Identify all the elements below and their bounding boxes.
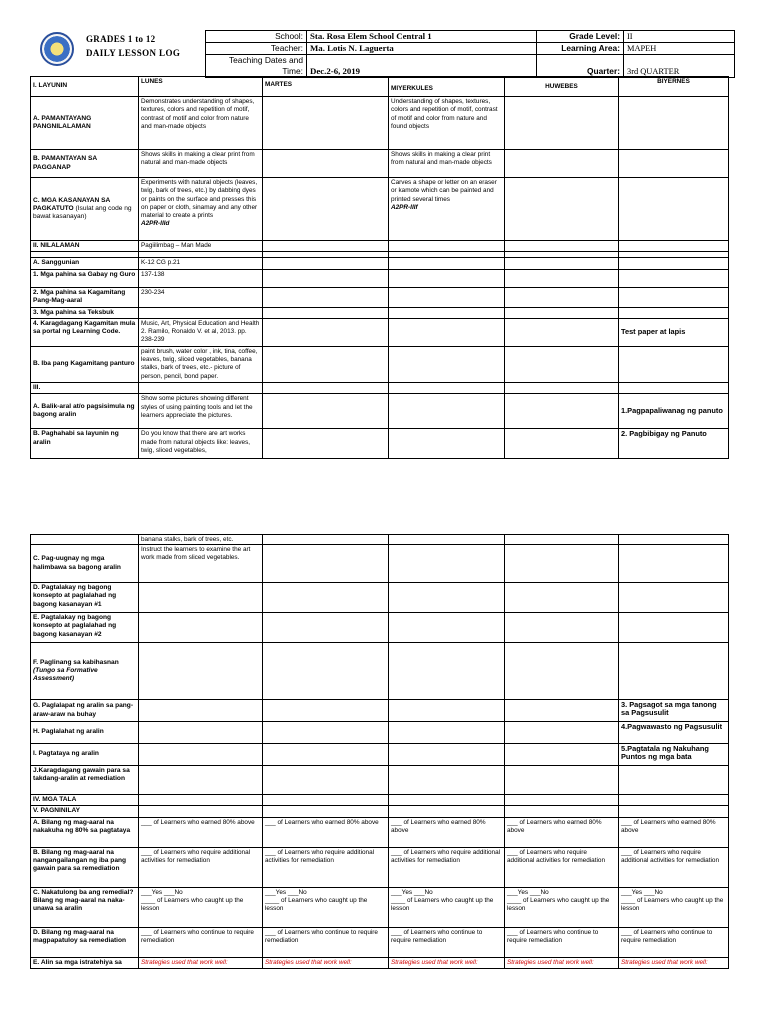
reflection-e-label: E. Alin sa mga istratehiya sa <box>31 957 139 968</box>
cell-empty <box>619 307 729 318</box>
page-two <box>0 528 768 1024</box>
reflection-c-fri: ___Yes ___No ____ of Learners who caught up the lesson <box>619 887 729 927</box>
reflection-e-tue: Strategies used that work well: <box>263 957 389 968</box>
reflection-a-tue: ___ of Learners who earned 80% above <box>263 817 389 847</box>
reflection-b-wed: ___ of Learners who require additional activities for remediation <box>389 847 505 887</box>
cell-empty <box>505 613 619 643</box>
cell-empty <box>505 545 619 583</box>
cell-empty <box>263 394 389 429</box>
reflection-b-thu: ___ of Learners who require additional activities for remediation <box>505 847 619 887</box>
paglalahat-label: H. Paglalahat ng aralin <box>31 722 139 744</box>
pagtalakay-2-label: E. Pagtalakay ng bagong konsepto at paglalahad ng bagong kasanayan #2 <box>31 613 139 643</box>
cell-empty <box>389 318 505 346</box>
cell-empty <box>389 394 505 429</box>
pamantayang-pangnilalaman-label: A. PAMANTAYANG PANGNILALAMAN <box>31 97 139 150</box>
cell-empty <box>505 722 619 744</box>
cell-empty <box>505 241 619 252</box>
grade-title: GRADES 1 to 12 <box>86 34 156 44</box>
cell-empty <box>389 643 505 700</box>
cell-empty <box>619 806 729 817</box>
cell-empty <box>505 700 619 722</box>
gabay-ng-guro-label: 1. Mga pahina sa Gabay ng Guro <box>31 269 139 287</box>
school-value: Sta. Rosa Elem School Central 1 <box>307 31 537 43</box>
paglalahat-fri: 4.Pagwawasto ng Pagsusulit <box>619 722 729 744</box>
reflection-b-tue: ___ of Learners who require additional activities for remediation <box>263 847 389 887</box>
cell-empty <box>619 269 729 287</box>
cell-empty <box>263 150 389 178</box>
cell-empty <box>139 766 263 795</box>
cell-empty <box>389 545 505 583</box>
cell-empty <box>505 97 619 150</box>
cell-empty <box>389 583 505 613</box>
paglalapat-fri: 3. Pagsagot sa mga tanong sa Pagsusulit <box>619 700 729 722</box>
day-header-wed: MIYERKULES <box>389 77 505 97</box>
day-header-thu: HUWEBES <box>505 77 619 97</box>
pagtataya-fri: 5.Pagtatala ng Nakuhang Puntos ng mga bata <box>619 744 729 766</box>
reflection-b-label: B. Bilang ng mag-aaral na nangangailangan ng iba pang gawain para sa remediation <box>31 847 139 887</box>
learning-area-value: MAPEH <box>624 43 735 55</box>
cell-empty <box>619 613 729 643</box>
nilalaman-label: II. NILALAMAN <box>31 241 139 252</box>
reflection-e-thu: Strategies used that work well: <box>505 957 619 968</box>
teaching-dates-value: Dec.2-6, 2019 <box>307 55 537 78</box>
pamantayan-sa-pagganap-mon: Shows skills in making a clear print from natural and man-made objects <box>139 150 263 178</box>
cell-empty <box>619 178 729 241</box>
learning-area-label: Learning Area: <box>537 43 624 55</box>
cell-empty <box>505 744 619 766</box>
pamantayan-sa-pagganap-label: B. PAMANTAYAN SA PAGGANAP <box>31 150 139 178</box>
pag-uugnay-label: C. Pag-uugnay ng mga halimbawa sa bagong aralin <box>31 545 139 583</box>
cell-empty <box>139 700 263 722</box>
cell-empty <box>389 722 505 744</box>
kasanayan-label-note: (Isulat ang code ng bawat kasanayan) <box>33 204 132 221</box>
kasanayan-wed <box>389 178 505 241</box>
mga-tala-heading: IV. MGA TALA <box>31 795 139 806</box>
cell-empty <box>389 535 505 545</box>
cell-empty <box>263 744 389 766</box>
cell-empty <box>505 346 619 382</box>
cell-empty <box>263 535 389 545</box>
cell-empty <box>619 535 729 545</box>
cell-empty <box>139 613 263 643</box>
kasanayan-mon-text: Experiments with natural objects (leaves, twig, bark of trees, etc.) by dabbing dyes or paints on the surface and presses this on paper or cloth, sinamay and any other material to create a prints <box>141 179 258 220</box>
sanggunian-mon: K-12 CG p.21 <box>139 258 263 269</box>
school-label: School: <box>206 31 307 43</box>
cell-empty <box>619 766 729 795</box>
reflection-d-fri: ___ of Learners who continue to require remediation <box>619 927 729 957</box>
reflection-d-thu: ___ of Learners who continue to require remediation <box>505 927 619 957</box>
pag-uugnay-mon: Instruct the learners to examine the art work made from sliced vegetables. <box>139 545 263 583</box>
kagamitang-pang-mag-aaral-mon: 230-234 <box>139 287 263 307</box>
reflection-a-label: A. Bilang ng mag-aaral na nakakuha ng 80% sa pagtataya <box>31 817 139 847</box>
reflection-c-wed: ___Yes ___No ____ of Learners who caught up the lesson <box>389 887 505 927</box>
cell-empty <box>389 806 505 817</box>
reflection-c-label: C. Nakatulong ba ang remedial? Bilang ng mag-aaral na naka-unawa sa aralin <box>31 887 139 927</box>
cell-empty <box>505 150 619 178</box>
cell-empty <box>505 806 619 817</box>
cell-empty <box>619 97 729 150</box>
day-header-tue: MARTES <box>263 77 389 97</box>
cell-empty <box>263 346 389 382</box>
cell-empty <box>389 287 505 307</box>
cell-empty <box>31 535 139 545</box>
cell-empty <box>139 795 263 806</box>
cell-empty <box>505 643 619 700</box>
cell-empty <box>389 269 505 287</box>
pamantayang-pangnilalaman-mon: Demonstrates understanding of shapes, textures, colors and repetition of motif, contrast of motif and color from nature and man-made objects <box>139 97 263 150</box>
cell-empty <box>389 346 505 382</box>
paghahabi-mon: Do you know that there are art works made from natural objects like: leaves, twig, sliced vegetables, <box>139 429 263 459</box>
cell-empty <box>263 795 389 806</box>
cell-empty <box>139 307 263 318</box>
lesson-grid-page-two <box>30 534 729 969</box>
reflection-c-thu: ___Yes ___No ____ of Learners who caught up the lesson <box>505 887 619 927</box>
kasanayan-wed-code: A2PR-IIIf <box>391 203 418 211</box>
cell-empty <box>263 383 389 394</box>
quarter-value: 3rd QUARTER <box>624 55 735 78</box>
cell-empty <box>263 97 389 150</box>
day-header-fri: BIYERNES <box>619 77 729 97</box>
cell-empty <box>389 429 505 459</box>
teksbuk-label: 3. Mga pahina sa Teksbuk <box>31 307 139 318</box>
cell-empty <box>263 241 389 252</box>
reflection-b-fri: ___ of Learners who require additional activities for remediation <box>619 847 729 887</box>
karagdagang-gawain-label: J.Karagdagang gawain para sa takdang-aralin at remediation <box>31 766 139 795</box>
cell-empty <box>619 643 729 700</box>
cell-empty <box>619 241 729 252</box>
cell-empty <box>263 583 389 613</box>
nilalaman-mon: Pagiilimbag – Man Made <box>139 241 263 252</box>
cell-empty <box>389 307 505 318</box>
cell-empty <box>139 643 263 700</box>
teaching-dates-label: Teaching Dates and Time: <box>206 55 307 78</box>
cell-empty <box>505 535 619 545</box>
reflection-d-wed: ___ of Learners who continue to require remediation <box>389 927 505 957</box>
cell-empty <box>619 383 729 394</box>
cell-empty <box>619 583 729 613</box>
iba-pang-kagamitan-mon: paint brush, water color , ink, tina, coffee, leaves, twig, sliced vegetables, banana stalks, bark of trees, etc.- picture of person, pencil, bond paper. <box>139 346 263 382</box>
reflection-a-thu: ___ of Learners who earned 80% above <box>505 817 619 847</box>
cell-empty <box>389 744 505 766</box>
reflection-a-wed: ___ of Learners who earned 80% above <box>389 817 505 847</box>
cell-empty <box>505 766 619 795</box>
cell-empty <box>619 545 729 583</box>
reflection-e-fri: Strategies used that work well: <box>619 957 729 968</box>
cell-empty <box>505 583 619 613</box>
cell-empty <box>389 766 505 795</box>
cell-empty <box>139 383 263 394</box>
kasanayan-label-main: C. MGA KASANAYAN SA PAGKATUTO <box>33 196 111 212</box>
cell-empty <box>263 613 389 643</box>
cell-empty <box>619 795 729 806</box>
cell-empty <box>619 150 729 178</box>
cell-empty <box>505 287 619 307</box>
cell-empty <box>263 545 389 583</box>
balik-aral-label: A. Balik-aral at/o pagsisimula ng bagong aralin <box>31 394 139 429</box>
cell-empty <box>505 394 619 429</box>
cell-empty <box>263 258 389 269</box>
cell-empty <box>619 258 729 269</box>
cell-empty <box>263 318 389 346</box>
reflection-d-mon: ___ of Learners who continue to require remediation <box>139 927 263 957</box>
reflection-c-tue: ___Yes ___No ____ of Learners who caught up the lesson <box>263 887 389 927</box>
lesson-grid-page-one <box>30 76 729 459</box>
cell-empty <box>505 269 619 287</box>
karagdagang-kagamitan-label: 4. Karagdagang Kagamitan mula sa portal ng Learning Code. <box>31 318 139 346</box>
paglinang-label <box>31 643 139 700</box>
cell-empty <box>139 806 263 817</box>
cell-empty <box>505 795 619 806</box>
cell-empty <box>505 429 619 459</box>
cell-empty <box>389 258 505 269</box>
header-info-table <box>205 30 735 78</box>
cell-empty <box>619 287 729 307</box>
cell-empty <box>263 643 389 700</box>
reflection-b-mon: ___ of Learners who require additional activities for remediation <box>139 847 263 887</box>
balik-aral-fri: 1.Pagpapaliwanag ng panuto <box>619 394 729 429</box>
cell-empty <box>389 241 505 252</box>
cell-empty <box>139 583 263 613</box>
cell-empty <box>389 383 505 394</box>
teacher-label: Teacher: <box>206 43 307 55</box>
page-one <box>0 0 768 485</box>
cell-empty <box>139 722 263 744</box>
cell-empty <box>505 307 619 318</box>
cell-empty <box>263 269 389 287</box>
kagamitang-pang-mag-aaral-label: 2. Mga pahina sa Kagamitang Pang-Mag-aaral <box>31 287 139 307</box>
reflection-e-wed: Strategies used that work well: <box>389 957 505 968</box>
kasanayan-mon <box>139 178 263 241</box>
reflection-a-fri: ___ of Learners who earned 80% above <box>619 817 729 847</box>
paglinang-label-main: F. Paglinang sa kabihasnan <box>33 658 119 666</box>
kasanayan-mon-code: A2PR-IIId <box>141 220 170 228</box>
cell-empty <box>389 700 505 722</box>
reflection-e-mon: Strategies used that work well: <box>139 957 263 968</box>
kasanayan-wed-text: Carves a shape or letter on an eraser or kamote which can be painted and printed several times <box>391 179 497 203</box>
reflection-c-mon: ___Yes ___No ____ of Learners who caught up the lesson <box>139 887 263 927</box>
cell-empty <box>139 744 263 766</box>
cell-empty <box>263 806 389 817</box>
cell-empty <box>505 178 619 241</box>
paghahabi-label: B. Paghahabi sa layunin ng aralin <box>31 429 139 459</box>
quarter-label: Quarter: <box>537 55 624 78</box>
deped-seal-icon <box>40 32 74 66</box>
grade-level-value: II <box>624 31 735 43</box>
pagtataya-label: I. Pagtataya ng aralin <box>31 744 139 766</box>
reflection-a-mon: ___ of Learners who earned 80% above <box>139 817 263 847</box>
pamantayan-sa-pagganap-wed: Shows skills in making a clear print from natural and man-made objects <box>389 150 505 178</box>
pagtalakay-1-label: D. Pagtalakay ng bagong konsepto at paglalahad ng bagong kasanayan #1 <box>31 583 139 613</box>
cell-empty <box>389 795 505 806</box>
cell-empty <box>263 700 389 722</box>
page-gap <box>0 485 768 528</box>
reflection-d-label: D. Bilang ng mag-aaral na magpapatuloy sa remediation <box>31 927 139 957</box>
gabay-ng-guro-mon: 137-138 <box>139 269 263 287</box>
cell-empty <box>505 258 619 269</box>
paghahabi-fri: 2. Pagbibigay ng Panuto <box>619 429 729 459</box>
continuation-mon: banana stalks, bark of trees, etc. <box>139 535 263 545</box>
paglalapat-label: G. Paglalapat ng aralin sa pang-araw-araw na buhay <box>31 700 139 722</box>
cell-empty <box>263 429 389 459</box>
cell-empty <box>263 766 389 795</box>
kasanayan-sa-pagkatuto-label <box>31 178 139 241</box>
karagdagang-kagamitan-fri: Test paper at lapis <box>619 318 729 346</box>
iba-pang-kagamitan-label: B. Iba pang Kagamitang panturo <box>31 346 139 382</box>
cell-empty <box>389 613 505 643</box>
cell-empty <box>505 383 619 394</box>
cell-empty <box>619 346 729 382</box>
cell-empty <box>263 287 389 307</box>
teacher-value: Ma. Lotis N. Laguerta <box>307 43 537 55</box>
pamamaraan-heading: III. <box>31 383 139 394</box>
cell-empty <box>263 178 389 241</box>
cell-empty <box>263 307 389 318</box>
paglinang-label-sub: (Tungo sa Formative Assessment) <box>33 666 98 683</box>
karagdagang-kagamitan-mon: Music, Art, Physical Education and Health 2. Ramilo, Ronaldo V. et al, 2013. pp. 238-239 <box>139 318 263 346</box>
cell-empty <box>263 722 389 744</box>
sanggunian-label: A. Sanggunian <box>31 258 139 269</box>
layunin-heading: I. LAYUNIN <box>31 77 139 97</box>
pagninilay-heading: V. PAGNINILAY <box>31 806 139 817</box>
pamantayang-pangnilalaman-wed: Understanding of shapes, textures, colors and repetition of motif, contrast of motif and color from nature and found objects <box>389 97 505 150</box>
balik-aral-mon: Show some pictures showing different styles of using painting tools and let the learners appreciate the pictures. <box>139 394 263 429</box>
day-header-mon: LUNES <box>139 77 263 97</box>
cell-empty <box>505 318 619 346</box>
document-title: DAILY LESSON LOG <box>86 48 181 58</box>
reflection-d-tue: ___ of Learners who continue to require remediation <box>263 927 389 957</box>
grade-level-label: Grade Level: <box>537 31 624 43</box>
